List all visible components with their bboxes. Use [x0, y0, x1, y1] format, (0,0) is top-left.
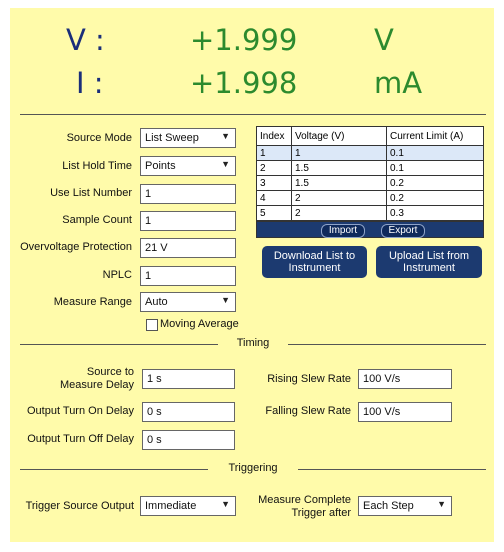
- chevron-down-icon: ▼: [221, 131, 230, 141]
- source-to-measure-delay-label-line2: Measure Delay: [60, 379, 134, 391]
- output-turn-off-delay-input[interactable]: 0 s: [142, 430, 235, 450]
- chevron-down-icon: ▼: [221, 159, 230, 169]
- rising-slew-rate-input[interactable]: 100 V/s: [358, 369, 452, 389]
- falling-slew-rate-label: Falling Slew Rate: [265, 405, 351, 417]
- chevron-down-icon: ▼: [221, 499, 230, 509]
- measure-complete-trigger-value: Each Step: [363, 500, 414, 512]
- measure-complete-trigger-label-line2: Trigger after: [291, 507, 351, 519]
- table-cell[interactable]: 2: [292, 191, 387, 206]
- moving-average-label: Moving Average: [160, 318, 239, 330]
- upload-list-button[interactable]: [376, 246, 482, 278]
- measure-range-label: Measure Range: [53, 296, 132, 308]
- column-header-current-limit: Current Limit (A): [387, 127, 484, 146]
- table-cell[interactable]: 1: [292, 146, 387, 161]
- output-turn-on-delay-input[interactable]: 0 s: [142, 402, 235, 422]
- table-cell[interactable]: 0.2: [387, 191, 484, 206]
- table-row[interactable]: [257, 206, 484, 221]
- rising-slew-rate-label: Rising Slew Rate: [267, 373, 351, 385]
- import-button[interactable]: Import: [321, 224, 365, 238]
- current-readout-unit: mA: [374, 66, 423, 100]
- sample-count-label: Sample Count: [62, 214, 132, 226]
- timing-section-title: Timing: [20, 337, 486, 349]
- moving-average-checkbox[interactable]: [146, 319, 158, 331]
- table-cell[interactable]: 0.3: [387, 206, 484, 221]
- use-list-number-label: Use List Number: [50, 187, 132, 199]
- table-cell[interactable]: 4: [257, 191, 292, 206]
- source-mode-label: Source Mode: [66, 132, 132, 144]
- list-hold-time-select[interactable]: [140, 156, 236, 176]
- current-readout-label: I :: [76, 66, 104, 100]
- settings-panel: [10, 8, 494, 542]
- overvoltage-protection-label: Overvoltage Protection: [20, 241, 132, 253]
- list-table: [256, 126, 484, 221]
- readout-divider: [20, 114, 486, 115]
- source-to-measure-delay-label-line1: Source to: [86, 366, 134, 378]
- triggering-section-title: Triggering: [20, 462, 486, 474]
- overvoltage-protection-input[interactable]: 21 V: [140, 238, 236, 258]
- source-mode-select[interactable]: [140, 128, 236, 148]
- table-footer: [256, 221, 484, 238]
- triggering-section-header: [20, 462, 486, 476]
- chevron-down-icon: ▼: [437, 499, 446, 509]
- source-to-measure-delay-input[interactable]: 1 s: [142, 369, 235, 389]
- trigger-source-output-label: Trigger Source Output: [25, 500, 134, 512]
- output-turn-off-delay-label: Output Turn Off Delay: [27, 433, 134, 445]
- falling-slew-rate-input[interactable]: 100 V/s: [358, 402, 452, 422]
- download-list-button-line1: Download List to: [273, 250, 356, 262]
- voltage-readout-value: +1.999: [190, 23, 298, 57]
- voltage-readout-unit: V: [374, 23, 394, 57]
- voltage-readout-label: V :: [66, 23, 105, 57]
- sample-count-input[interactable]: 1: [140, 211, 236, 231]
- column-header-index: Index: [257, 127, 292, 146]
- trigger-source-output-select[interactable]: [140, 496, 236, 516]
- table-cell[interactable]: 0.1: [387, 161, 484, 176]
- table-cell[interactable]: 0.1: [387, 146, 484, 161]
- table-cell[interactable]: 1.5: [292, 176, 387, 191]
- measure-complete-trigger-label-line1: Measure Complete: [258, 494, 351, 506]
- trigger-source-output-value: Immediate: [145, 500, 197, 512]
- measure-range-select[interactable]: [140, 292, 236, 312]
- chevron-down-icon: ▼: [221, 295, 230, 305]
- measure-complete-trigger-label: [240, 494, 351, 520]
- current-readout-value: +1.998: [190, 66, 298, 100]
- table-cell[interactable]: 0.2: [387, 176, 484, 191]
- table-header-row: [257, 127, 484, 146]
- measure-complete-trigger-select[interactable]: [358, 496, 452, 516]
- table-cell[interactable]: 2: [292, 206, 387, 221]
- table-row[interactable]: [257, 146, 484, 161]
- table-cell[interactable]: 1.5: [292, 161, 387, 176]
- use-list-number-input[interactable]: 1: [140, 184, 236, 204]
- table-row[interactable]: [257, 191, 484, 206]
- list-hold-time-value: Points: [145, 160, 176, 172]
- download-list-button[interactable]: [262, 246, 367, 278]
- table-cell[interactable]: 1: [257, 146, 292, 161]
- nplc-input[interactable]: 1: [140, 266, 236, 286]
- upload-list-button-line1: Upload List from: [388, 250, 470, 262]
- table-cell[interactable]: 2: [257, 161, 292, 176]
- table-cell[interactable]: 3: [257, 176, 292, 191]
- column-header-voltage: Voltage (V): [292, 127, 387, 146]
- timing-section-header: [20, 337, 486, 351]
- nplc-label: NPLC: [102, 269, 132, 281]
- upload-list-button-line2: Instrument: [403, 262, 455, 274]
- output-turn-on-delay-label: Output Turn On Delay: [27, 405, 134, 417]
- download-list-button-line2: Instrument: [288, 262, 341, 274]
- source-to-measure-delay-label: [10, 366, 134, 392]
- list-hold-time-label: List Hold Time: [62, 160, 132, 172]
- table-row[interactable]: [257, 176, 484, 191]
- table-cell[interactable]: 5: [257, 206, 292, 221]
- export-button[interactable]: Export: [381, 224, 425, 238]
- source-mode-value: List Sweep: [145, 132, 199, 144]
- measure-range-value: Auto: [145, 296, 168, 308]
- table-row[interactable]: [257, 161, 484, 176]
